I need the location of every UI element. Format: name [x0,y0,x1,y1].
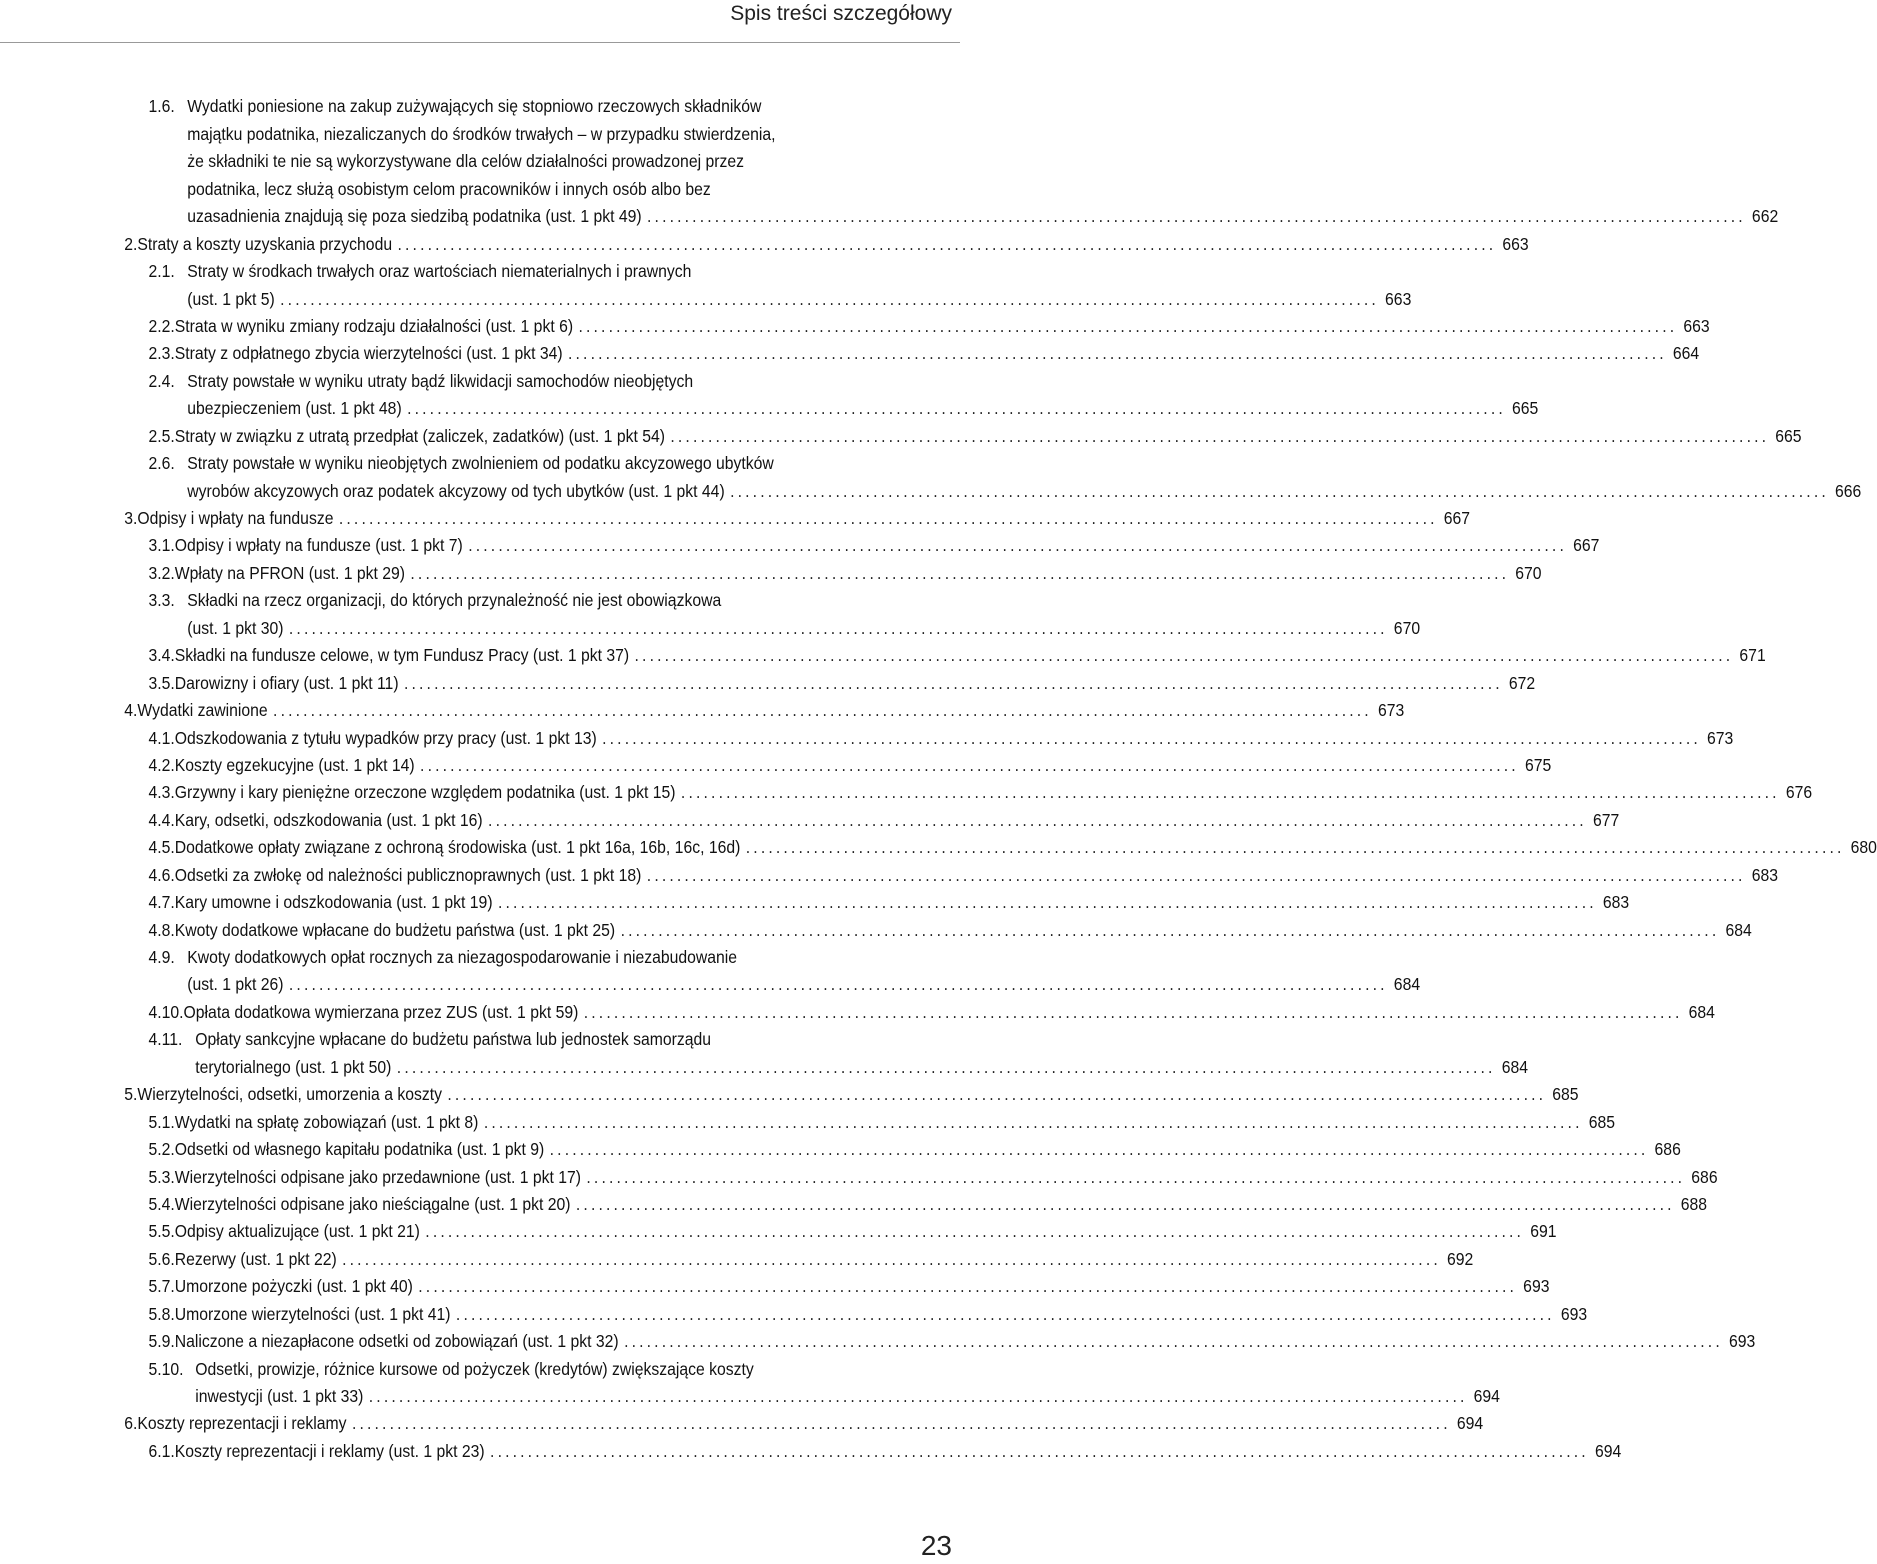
dot-leader: .................................................................................................................................................. [403,672,1503,693]
toc-entry-number: 5.7. [148,1276,175,1297]
toc-entry-title: Straty w środkach trwałych oraz wartościach niematerialnych i prawnych [187,261,692,282]
toc-entry-page: 683 [1602,892,1630,913]
toc-entry-page: 688 [1680,1193,1708,1214]
toc-entry [0,584,1421,639]
dot-leader: .................................................................................................................................................. [575,1193,1675,1214]
toc-entry-title: (ust. 1 pkt 5) [187,288,275,309]
toc-entry-number: 4.8. [148,919,175,940]
toc-entry-page: 676 [1785,782,1813,803]
dot-leader: .................................................................................................................................................. [425,1221,1525,1242]
toc-entry [0,364,1539,419]
dot-leader: .................................................................................................................................................. [567,343,1667,364]
dot-leader: .................................................................................................................................................. [273,700,1372,721]
toc-entry-title: Składki na rzecz organizacji, do których przynależność nie jest obowiązkowa [187,590,722,611]
toc-entry-number: 5.8. [148,1303,175,1324]
toc-entry-number: 4. [124,700,138,721]
toc-entry-title: Straty w związku z utratą przedpłat (zaliczek, zadatków) (ust. 1 pkt 54) [174,425,665,446]
toc-entry-title: Składki na fundusze celowe, w tym Fundusz Pracy (ust. 1 pkt 37) [174,645,630,666]
toc-entry-title: uzasadnienia znajdują się poza siedzibą podatnika (ust. 1 pkt 49) [187,206,642,227]
toc-entry-number: 4.10. [148,1001,184,1022]
dot-leader: .................................................................................................................................................. [730,480,1829,501]
toc-entry [0,1215,1557,1242]
toc-entry-page: 693 [1560,1303,1588,1324]
toc-entry-number: 5.1. [148,1111,175,1132]
header-rule [0,42,960,43]
toc-entry-title: Koszty egzekucyjne (ust. 1 pkt 14) [174,754,415,775]
dot-leader: .................................................................................................................................................. [624,1331,1723,1352]
toc-entry-number: 3.3. [148,590,175,611]
toc-entry-page: 662 [1751,206,1779,227]
toc-entry-title: Naliczone a niezapłacone odsetki od zobowiązań (ust. 1 pkt 32) [174,1331,619,1352]
toc-entry-title: Koszty reprezentacji i reklamy [137,1413,347,1434]
toc-entry [0,529,1600,556]
toc-entry [0,886,1630,913]
toc-entry-number: 2.4. [148,370,175,391]
toc-entry-page: 684 [1688,1001,1715,1022]
toc-entry-title: Straty powstałe w wyniku utraty bądź likwidacji samochodów nieobjętych [187,370,694,391]
toc-entry [0,1105,1616,1132]
toc-entry [0,666,1536,693]
dot-leader: .................................................................................................................................................. [351,1413,1451,1434]
toc-entry-page: 665 [1775,425,1802,446]
toc-entry-page: 670 [1393,617,1421,638]
toc-entry [0,831,1877,858]
toc-entry-number: 5.5. [148,1221,175,1242]
toc-entry [0,858,1778,885]
toc-entry-page: 685 [1588,1111,1616,1132]
toc-entry-number: 4.5. [148,837,175,858]
toc-entry-title: ubezpieczeniem (ust. 1 pkt 48) [187,398,402,419]
dot-leader: .................................................................................................................................................. [338,508,1438,528]
toc-entry-number: 4.11. [148,1029,183,1050]
toc-entry-page: 694 [1594,1440,1622,1461]
toc-entry-title: Kary, odsetki, odszkodowania (ust. 1 pkt 16) [174,809,483,830]
toc-entry [0,1023,1528,1078]
toc-entry [0,1160,1718,1187]
toc-entry-number: 5. [124,1084,138,1105]
toc-entry-title: Straty z odpłatnego zbycia wierzytelności (ust. 1 pkt 34) [174,343,563,364]
toc-entry [0,749,1552,776]
toc-entry-title: majątku podatnika, niezaliczanych do środków trwałych – w przypadku stwierdzenia, [187,123,776,144]
toc-entry-number: 2.1. [148,261,175,282]
toc-entry [0,90,1779,227]
toc-entry-number: 5.4. [148,1193,175,1214]
table-of-contents [0,90,1877,1462]
toc-entry-title: Koszty reprezentacji i reklamy (ust. 1 pkt 23) [174,1440,485,1461]
toc-entry-title: Odpisy i wpłaty na fundusze (ust. 1 pkt 7) [174,535,463,556]
toc-entry-page: 671 [1739,645,1766,666]
dot-leader: .................................................................................................................................................. [483,1111,1583,1132]
toc-entry-page: 677 [1592,809,1620,830]
dot-leader: .................................................................................................................................................. [578,315,1678,336]
toc-entry-title: Grzywny i kary pieniężne orzeczone względem podatnika (ust. 1 pkt 15) [174,782,676,803]
toc-entry [0,694,1405,721]
dot-leader: .................................................................................................................................................. [420,754,1519,775]
toc-entry-title: Straty powstałe w wyniku nieobjętych zwolnieniem od podatku akcyzowego ubytków [187,453,774,474]
toc-entry-number: 3.5. [148,672,175,693]
dot-leader: .................................................................................................................................................. [342,1248,1441,1269]
toc-entry-number: 3.1. [148,535,175,556]
dot-leader: .................................................................................................................................................. [634,645,1734,666]
toc-entry-page: 691 [1530,1221,1557,1242]
toc-entry-page: 680 [1850,837,1877,858]
toc-entry [0,1133,1681,1160]
toc-entry-title: Wierzytelności odpisane jako nieściągalne (ust. 1 pkt 20) [174,1193,571,1214]
toc-entry-page: 672 [1508,672,1536,693]
dot-leader: .................................................................................................................................................. [455,1303,1555,1324]
toc-entry-page: 693 [1728,1331,1756,1352]
toc-entry-page: 667 [1573,535,1600,556]
dot-leader: .................................................................................................................................................. [586,1166,1686,1187]
toc-entry-page: 686 [1691,1166,1718,1187]
toc-entry [0,1270,1550,1297]
toc-entry [0,1407,1484,1434]
toc-entry-page: 685 [1552,1084,1579,1105]
toc-entry [0,776,1813,803]
page-number: 23 [920,1530,952,1561]
toc-entry-title: terytorialnego (ust. 1 pkt 50) [195,1056,392,1077]
dot-leader: .................................................................................................................................................. [407,398,1506,419]
toc-entry-page: 684 [1725,919,1752,940]
toc-entry-page: 667 [1443,508,1471,528]
toc-entry [0,913,1752,940]
toc-entry-title: że składniki te nie są wykorzystywane dla celów działalności prowadzonej przez [187,151,744,172]
toc-entry-title: wyrobów akcyzowych oraz podatek akcyzowy od tych ubytków (ust. 1 pkt 44) [187,480,725,501]
toc-entry-number: 4.4. [148,809,175,830]
toc-entry-number: 5.3. [148,1166,175,1187]
toc-entry [0,1188,1708,1215]
toc-entry-page: 673 [1707,727,1734,748]
toc-entry-title: Umorzone pożyczki (ust. 1 pkt 40) [174,1276,413,1297]
toc-entry-number: 4.3. [148,782,175,803]
toc-entry [0,1078,1579,1105]
dot-leader: .................................................................................................................................................. [410,562,1510,583]
toc-entry-number: 4.6. [148,864,175,885]
toc-entry-page: 663 [1385,288,1412,309]
toc-entry-page: 663 [1683,315,1710,336]
toc-entry-page: 666 [1835,480,1862,501]
dot-leader: .................................................................................................................................................. [490,1440,1589,1461]
toc-entry [0,1434,1622,1461]
toc-entry [0,803,1620,830]
toc-entry-title: Rezerwy (ust. 1 pkt 22) [174,1248,337,1269]
toc-entry-number: 6.1. [148,1440,175,1461]
toc-entry-page: 683 [1751,864,1778,885]
toc-entry-title: podatnika, lecz służą osobistym celom pracowników i innych osób albo bez [187,178,711,199]
dot-leader: .................................................................................................................................................. [497,892,1597,913]
toc-entry-title: Odsetki od własnego kapitału podatnika (ust. 1 pkt 9) [174,1139,545,1160]
toc-entry-title: Kary umowne i odszkodowania (ust. 1 pkt 19) [174,892,493,913]
dot-leader: .................................................................................................................................................. [602,727,1701,748]
toc-entry-number: 4.9. [148,947,175,967]
toc-entry-number: 2. [124,233,138,254]
toc-entry-title: Opłata dodatkowa wymierzana przez ZUS (ust. 1 pkt 59) [183,1001,579,1022]
dot-leader: .................................................................................................................................................. [468,535,1567,556]
toc-entry-title: Wydatki na spłatę zobowiązań (ust. 1 pkt 8) [174,1111,479,1132]
toc-entry-title: Odpisy aktualizujące (ust. 1 pkt 21) [174,1221,420,1242]
toc-entry-title: Straty a koszty uzyskania przychodu [137,233,393,254]
toc-entry-title: Odsetki za zwłokę od należności publicznoprawnych (ust. 1 pkt 18) [174,864,642,885]
toc-entry-number: 3.2. [148,562,175,583]
toc-entry [0,556,1542,583]
toc-entry-page: 694 [1456,1413,1484,1434]
toc-entry-number: 2.6. [148,453,175,474]
toc-entry-number: 5.6. [148,1248,175,1269]
toc-entry-page: 693 [1523,1276,1550,1297]
dot-leader: .................................................................................................................................................. [397,233,1497,254]
dot-leader: .................................................................................................................................................. [288,974,1388,995]
toc-entry-title: (ust. 1 pkt 26) [187,974,284,995]
toc-entry [0,255,1412,310]
toc-entry [0,1325,1756,1352]
running-head: Spis treści szczegółowy [730,2,952,25]
toc-entry [0,639,1766,666]
toc-entry-title: Opłaty sankcyjne wpłacane do budżetu państwa lub jednostek samorządu [195,1029,711,1050]
toc-entry-number: 3. [124,508,138,528]
dot-leader: .................................................................................................................................................. [368,1386,1468,1406]
dot-leader: .................................................................................................................................................. [670,425,1770,446]
toc-entry [0,337,1700,364]
toc-entry-title: Darowizny i ofiary (ust. 1 pkt 11) [174,672,399,693]
toc-entry-number: 3.4. [148,645,175,666]
dot-leader: .................................................................................................................................................. [280,288,1379,309]
toc-entry-title: Odsetki, prowizje, różnice kursowe od pożyczek (kredytów) zwiększające koszty [195,1358,754,1379]
toc-entry-number: 2.2. [148,315,175,336]
dot-leader: .................................................................................................................................................. [288,617,1388,638]
toc-entry-number: 4.1. [148,727,175,748]
toc-entry [0,227,1529,254]
toc-entry [0,1242,1474,1269]
toc-entry-title: Strata w wyniku zmiany rodzaju działalności (ust. 1 pkt 6) [174,315,574,336]
toc-entry-title: Wierzytelności odpisane jako przedawnione (ust. 1 pkt 17) [174,1166,581,1187]
dot-leader: .................................................................................................................................................. [646,864,1746,885]
toc-entry-title: inwestycji (ust. 1 pkt 33) [195,1386,364,1406]
toc-entry [0,1352,1500,1407]
toc-entry-title: Dodatkowe opłaty związane z ochroną środowiska (ust. 1 pkt 16a, 16b, 16c, 16d) [174,837,741,858]
toc-entry-page: 663 [1502,233,1529,254]
dot-leader: .................................................................................................................................................. [549,1139,1649,1160]
dot-leader: .................................................................................................................................................. [396,1056,1496,1077]
toc-entry-page: 684 [1393,974,1421,995]
toc-entry-page: 665 [1512,398,1539,419]
toc-entry [0,310,1710,337]
toc-entry-number: 1.6. [148,96,175,117]
dot-leader: .................................................................................................................................................. [583,1001,1683,1022]
toc-entry-number: 6. [124,1413,138,1434]
toc-entry-page: 673 [1377,700,1405,721]
dot-leader: .................................................................................................................................................. [620,919,1720,940]
toc-entry-page: 670 [1515,562,1542,583]
toc-entry-page: 692 [1447,1248,1474,1269]
toc-entry-title: Wierzytelności, odsetki, umorzenia a koszty [137,1084,442,1105]
toc-entry-number: 5.9. [148,1331,175,1352]
toc-entry-number: 4.2. [148,754,175,775]
toc-entry [0,419,1802,446]
toc-entry-title: Odpisy i wpłaty na fundusze [137,508,334,528]
toc-entry-title: Wydatki poniesione na zakup zużywających się stopniowo rzeczowych składników [187,96,762,117]
toc-entry [0,995,1715,1022]
toc-entry-number: 2.3. [148,343,175,364]
dot-leader: .................................................................................................................................................. [447,1084,1547,1105]
dot-leader: .................................................................................................................................................. [647,206,1746,227]
toc-entry-title: Odszkodowania z tytułu wypadków przy pracy (ust. 1 pkt 13) [174,727,597,748]
toc-entry-title: Wpłaty na PFRON (ust. 1 pkt 29) [174,562,405,583]
toc-entry-page: 664 [1672,343,1700,364]
toc-entry-page: 675 [1524,754,1552,775]
toc-entry-page: 694 [1473,1386,1500,1406]
toc-entry-page: 686 [1654,1139,1681,1160]
toc-entry-title: Umorzone wierzytelności (ust. 1 pkt 41) [174,1303,451,1324]
toc-entry-title: (ust. 1 pkt 30) [187,617,284,638]
toc-entry [0,941,1421,996]
toc-entry [0,447,1862,502]
toc-entry-title: Wydatki zawinione [137,700,268,721]
dot-leader: .................................................................................................................................................. [745,837,1845,858]
toc-entry [0,1297,1588,1324]
toc-entry-number: 4.7. [148,892,175,913]
dot-leader: .................................................................................................................................................. [680,782,1780,803]
dot-leader: .................................................................................................................................................. [418,1276,1518,1297]
toc-entry [0,721,1734,748]
toc-entry-page: 684 [1501,1056,1528,1077]
toc-entry-number: 5.10. [148,1358,184,1379]
toc-entry-number: 5.2. [148,1139,175,1160]
toc-entry-number: 2.5. [148,425,175,446]
toc-entry-title: Kwoty dodatkowe wpłacane do budżetu państwa (ust. 1 pkt 25) [174,919,616,940]
dot-leader: .................................................................................................................................................. [488,809,1587,830]
toc-entry-title: Kwoty dodatkowych opłat rocznych za niezagospodarowanie i niezabudowanie [187,947,738,967]
toc-entry [0,502,1471,529]
